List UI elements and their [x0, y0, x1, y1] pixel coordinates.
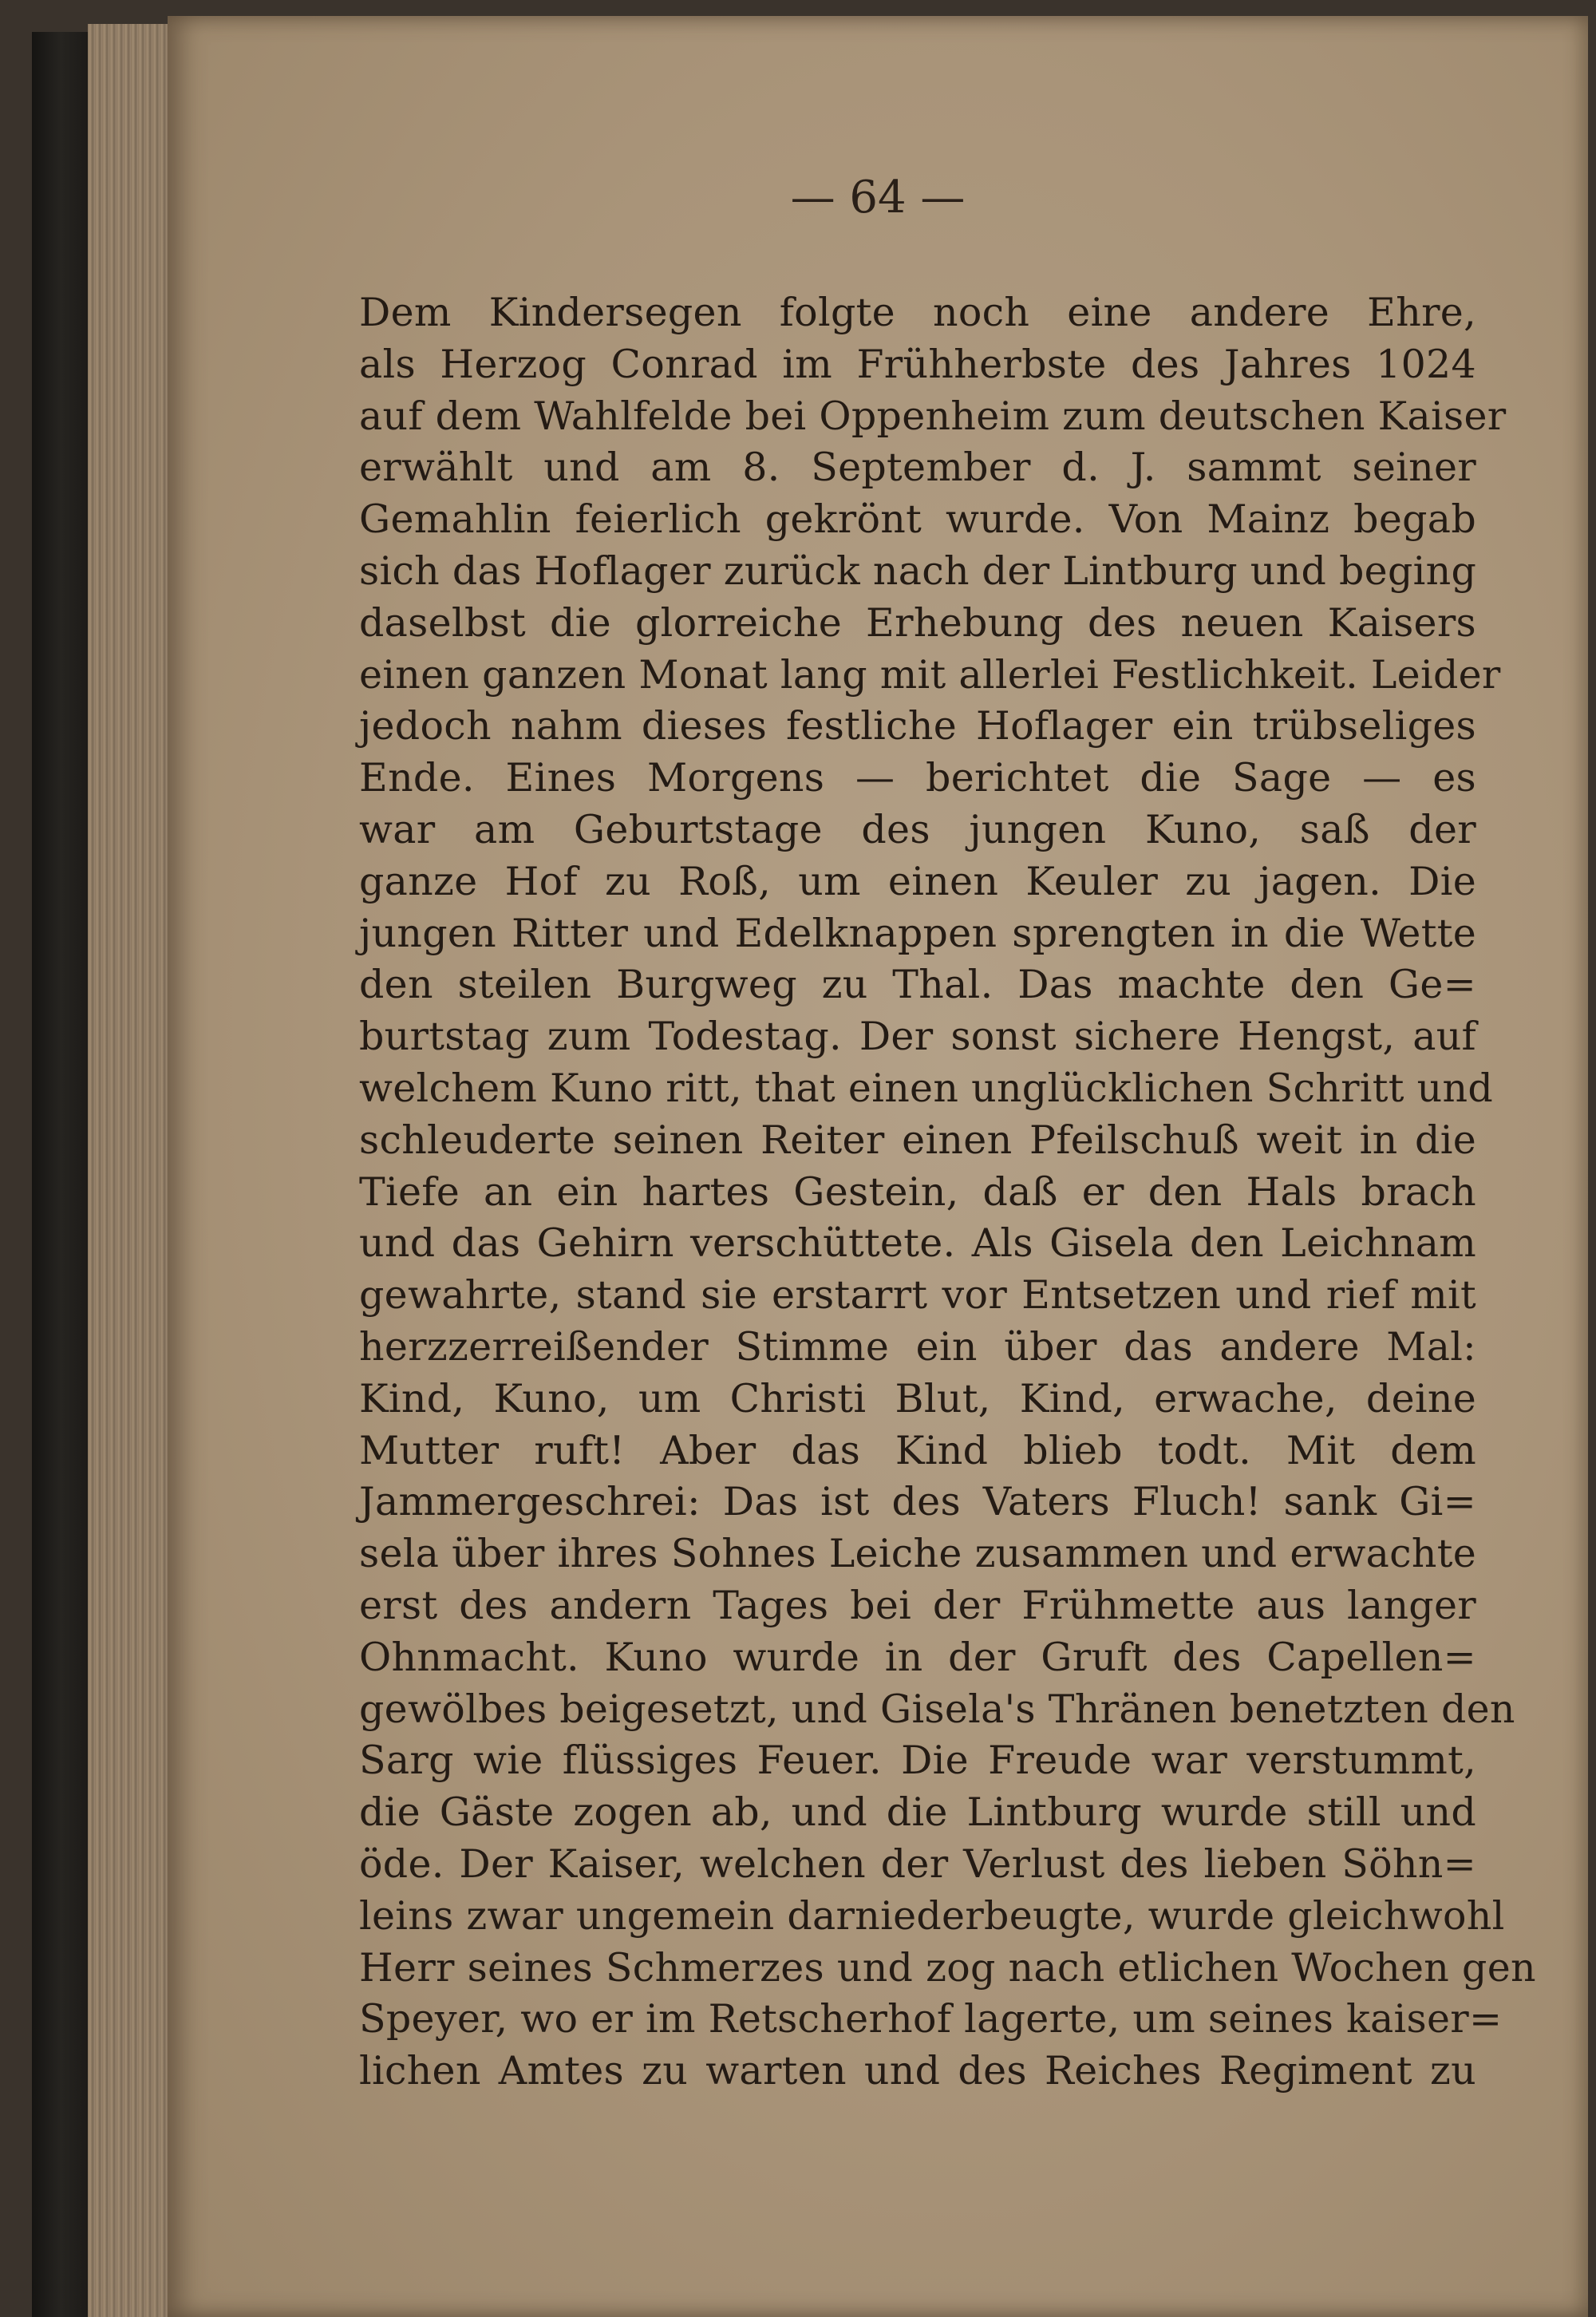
text-line: einen ganzen Monat lang mit allerlei Festlichkeit. Leider: [359, 651, 1501, 698]
text-line: erwählt und am 8. September d. J. sammt seiner: [359, 445, 1476, 491]
text-line: burtstag zum Todestag. Der sonst sichere Hengst, auf: [359, 1014, 1476, 1060]
text-line: Tiefe an ein hartes Gestein, daß er den Hals brach: [359, 1168, 1476, 1215]
text-line: auf dem Wahlfelde bei Oppenheim zum deutschen Kaiser: [359, 393, 1507, 439]
page-stack-edge: [88, 24, 176, 2317]
text-line: Dem Kindersegen folgte noch eine andere Ehre,: [359, 290, 1476, 335]
text-line: sich das Hoflager zurück nach der Lintburg und beging: [359, 548, 1477, 594]
page-number: — 64 —: [790, 172, 966, 223]
text-line: jedoch nahm dieses festliche Hoflager ein trübseliges: [359, 703, 1476, 749]
text-line: und das Gehirn verschüttete. Als Gisela den Leichnam: [359, 1220, 1476, 1267]
text-line: erst des andern Tages bei der Frühmette aus langer: [359, 1582, 1476, 1628]
text-line: schleuderte seinen Reiter einen Pfeilschuß weit in die: [359, 1117, 1476, 1163]
text-line: Mutter ruft! Aber das Kind blieb todt. Mit dem: [359, 1427, 1476, 1473]
text-line: Gemahlin feierlich gekrönt wurde. Von Mainz begab: [359, 496, 1476, 543]
text-line: lichen Amtes zu warten und des Reiches Regiment zu: [359, 2048, 1476, 2094]
text-line: gewölbes beigesetzt, und Gisela's Thränen benetzten den: [359, 1686, 1515, 1732]
text-line: Jammergeschrei: Das ist des Vaters Fluch! sank Gi=: [359, 1479, 1476, 1525]
text-line: Speyer, wo er im Retscherhof lagerte, um seines kaiser=: [359, 1996, 1503, 2042]
text-line: gewahrte, stand sie erstarrt vor Entsetzen und rief mit: [359, 1272, 1476, 1319]
body-text: [359, 287, 1536, 2098]
text-line: Herr seines Schmerzes und zog nach etlichen Wochen gen: [359, 1944, 1536, 1991]
book-page: [168, 16, 1588, 2317]
text-line: jungen Ritter und Edelknappen sprengten in die Wette: [359, 910, 1476, 956]
text-line: Ende. Eines Morgens — berichtet die Sage — es: [359, 755, 1476, 801]
text-line: leins zwar ungemein darniederbeugte, wurde gleichwohl: [359, 1892, 1505, 1939]
text-line: war am Geburtstage des jungen Kuno, saß der: [359, 806, 1476, 852]
text-line: Sarg wie flüssiges Feuer. Die Freude war verstummt,: [359, 1738, 1476, 1784]
text-line: die Gäste zogen ab, und die Lintburg wurde still und: [359, 1789, 1476, 1836]
text-line: sela über ihres Sohnes Leiche zusammen und erwachte: [359, 1531, 1477, 1577]
text-line: als Herzog Conrad im Frühherbste des Jahres 1024: [359, 341, 1476, 387]
text-line: daselbst die glorreiche Erhebung des neuen Kaisers: [359, 599, 1476, 646]
text-line: Ohnmacht. Kuno wurde in der Gruft des Capellen=: [359, 1634, 1476, 1680]
text-line: herzzerreißender Stimme ein über das andere Mal:: [359, 1323, 1476, 1370]
text-line: Kind, Kuno, um Christi Blut, Kind, erwache, deine: [359, 1375, 1476, 1421]
text-line: welchem Kuno ritt, that einen unglücklichen Schritt und: [359, 1065, 1494, 1111]
text-line: ganze Hof zu Roß, um einen Keuler zu jagen. Die: [359, 858, 1476, 904]
book-cover-edge: [32, 32, 96, 2317]
text-line: öde. Der Kaiser, welchen der Verlust des lieben Söhn=: [359, 1841, 1476, 1887]
text-line: den steilen Burgweg zu Thal. Das machte den Ge=: [359, 962, 1476, 1008]
